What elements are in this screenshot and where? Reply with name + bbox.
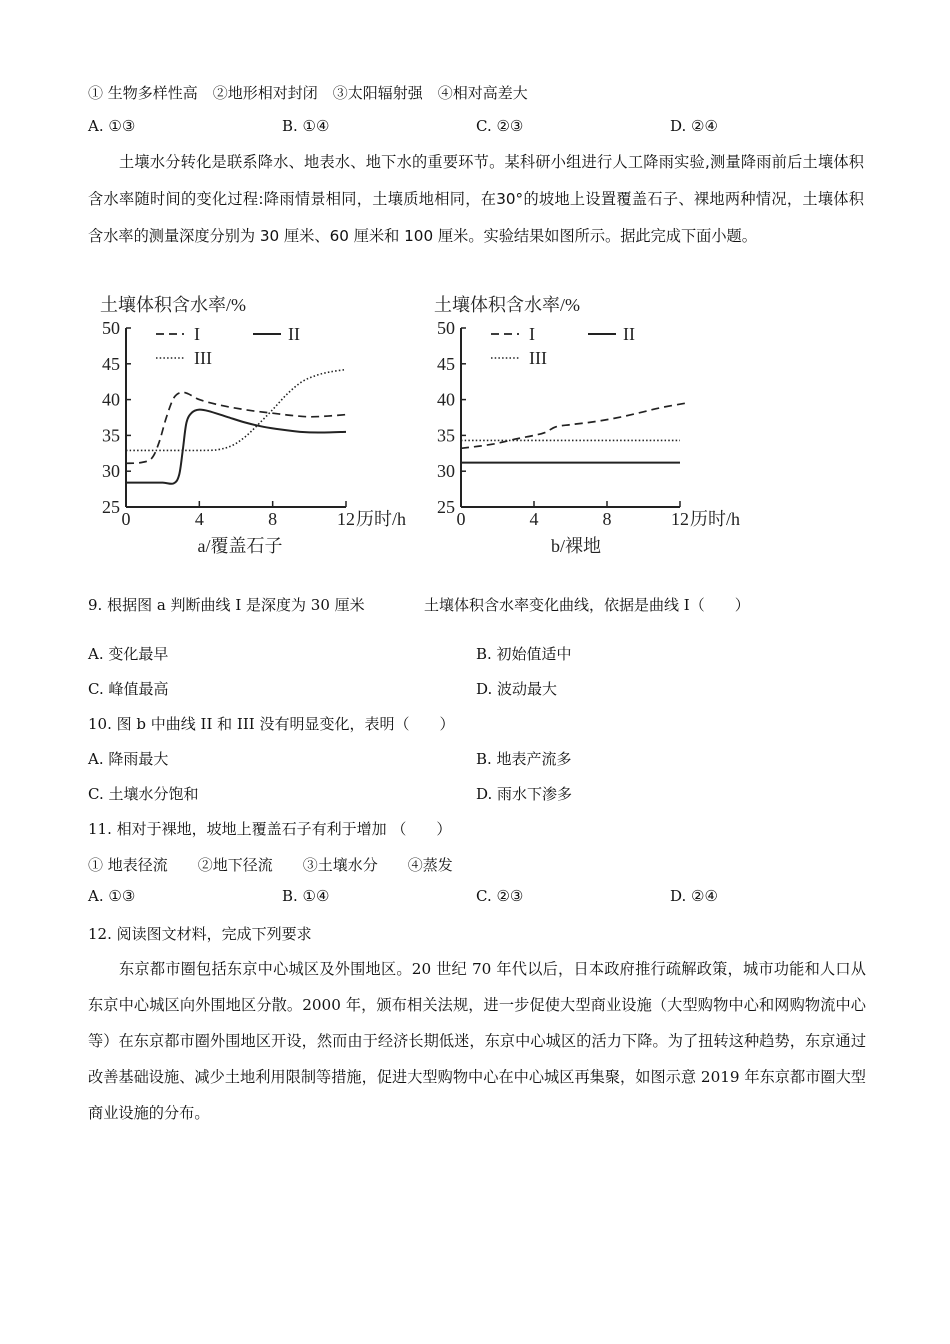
q12-material: 东京都市圈包括东京中心城区及外围地区。20 世纪 70 年代以后，日本政府推行疏解政策，城市功能和人口从东京中心城区向外围地区分散。2000 年，颁布相关法规，进一步促使大型商业设施（大型购物中心和网购物流中心等）在东京都市圈外围地区开设，然而由于经济长期低迷，东京中心城区的活力下降。为了扭转这种趋势，东京通过改善基础设施、减少土地利用限制等措施，促进大型购物中心在中心城区再集聚，如图示意 2019 年东京都市圈大型商业设施的分布。	[88, 960, 866, 1122]
q8-option-c[interactable]: C. ②③	[476, 117, 524, 135]
legend-label-II: II	[288, 324, 300, 344]
q8-option-d[interactable]: D. ②④	[670, 117, 718, 135]
q11-option-a[interactable]: A. ①③	[88, 887, 136, 905]
series-line-I	[461, 403, 685, 448]
y-tick-label: 30	[102, 461, 120, 482]
legend-label-I: I	[529, 324, 535, 344]
q11-stem: 11. 相对于裸地，坡地上覆盖石子有利于增加 （ ）	[88, 820, 452, 838]
q10-stem: 10. 图 b 中曲线 II 和 III 没有明显变化，表明（ ）	[88, 715, 455, 733]
x-tick-label: 4	[194, 509, 204, 529]
q9-stem-part2: 土壤体积含水率变化曲线，依据是曲线 I（ ）	[424, 596, 750, 614]
q11-statements: ① 地表径流 ②地下径流 ③土壤水分 ④蒸发	[88, 856, 453, 874]
q9-option-b[interactable]: B. 初始值适中	[476, 645, 572, 663]
q8-option-a[interactable]: A. ①③	[88, 117, 136, 135]
x-axis-label: 历时/h	[356, 509, 407, 529]
q8-option-b[interactable]: B. ①④	[282, 117, 330, 135]
legend-label-I: I	[194, 324, 200, 344]
q12-stem: 12. 阅读图文材料，完成下列要求	[88, 925, 312, 943]
y-tick-label: 35	[437, 425, 455, 446]
y-tick-label: 45	[437, 353, 455, 374]
q10-option-c[interactable]: C. 土壤水分饱和	[88, 785, 199, 803]
q8-statements: ① 生物多样性高 ②地形相对封闭 ③太阳辐射强 ④相对高差大	[88, 84, 528, 102]
legend-label-III: III	[194, 348, 212, 368]
chart-b-bare-land	[434, 295, 740, 556]
x-tick-label: 12	[337, 509, 355, 529]
y-axis-label: 土壤体积含水率/%	[434, 295, 580, 315]
q9-option-d[interactable]: D. 波动最大	[476, 680, 558, 698]
q10-option-a[interactable]: A. 降雨最大	[88, 750, 169, 768]
q11-option-d[interactable]: D. ②④	[670, 887, 718, 905]
chart-caption: a/覆盖石子	[197, 536, 283, 556]
q10-option-b[interactable]: B. 地表产流多	[476, 750, 572, 768]
q11-option-c[interactable]: C. ②③	[476, 887, 524, 905]
legend-label-III: III	[529, 348, 547, 368]
x-tick-label: 4	[529, 509, 539, 529]
chart-caption: b/裸地	[550, 536, 602, 556]
y-tick-label: 30	[437, 461, 455, 482]
q10-option-d[interactable]: D. 雨水下渗多	[476, 785, 573, 803]
intro-paragraph: 土壤水分转化是联系降水、地表水、地下水的重要环节。某科研小组进行人工降雨实验,测量降雨前后土壤体积含水率随时间的变化过程:降雨情景相同，土壤质地相同，在30°的坡地上设置覆盖石子、裸地两种情况，土壤体积含水率的测量深度分别为 30 厘米、60 厘米和 100 厘米。实验结果如图所示。据此完成下面小题。	[88, 153, 864, 245]
q11-option-b[interactable]: B. ①④	[282, 887, 330, 905]
x-tick-label: 0	[121, 509, 131, 529]
y-axis-label: 土壤体积含水率/%	[100, 295, 246, 315]
legend-label-II: II	[623, 324, 635, 344]
series-line-II	[126, 410, 346, 484]
q9-option-c[interactable]: C. 峰值最高	[88, 680, 169, 698]
y-tick-label: 50	[102, 318, 120, 338]
soil-moisture-charts	[0, 288, 950, 568]
y-tick-label: 50	[437, 318, 455, 338]
x-tick-label: 8	[268, 509, 278, 529]
series-line-III	[126, 370, 346, 451]
q9-stem-part1: 9. 根据图 a 判断曲线 I 是深度为 30 厘米	[88, 596, 365, 614]
x-tick-label: 12	[671, 509, 689, 529]
x-tick-label: 0	[456, 509, 466, 529]
chart-a-covered-stones	[100, 295, 406, 556]
series-line-I	[126, 392, 346, 463]
x-axis-label: 历时/h	[690, 509, 741, 529]
y-tick-label: 25	[102, 497, 120, 517]
y-tick-label: 35	[102, 425, 120, 446]
x-tick-label: 8	[602, 509, 612, 529]
y-tick-label: 40	[102, 389, 120, 410]
y-tick-label: 25	[437, 497, 455, 517]
q9-option-a[interactable]: A. 变化最早	[88, 645, 169, 663]
y-tick-label: 40	[437, 389, 455, 410]
y-tick-label: 45	[102, 353, 120, 374]
